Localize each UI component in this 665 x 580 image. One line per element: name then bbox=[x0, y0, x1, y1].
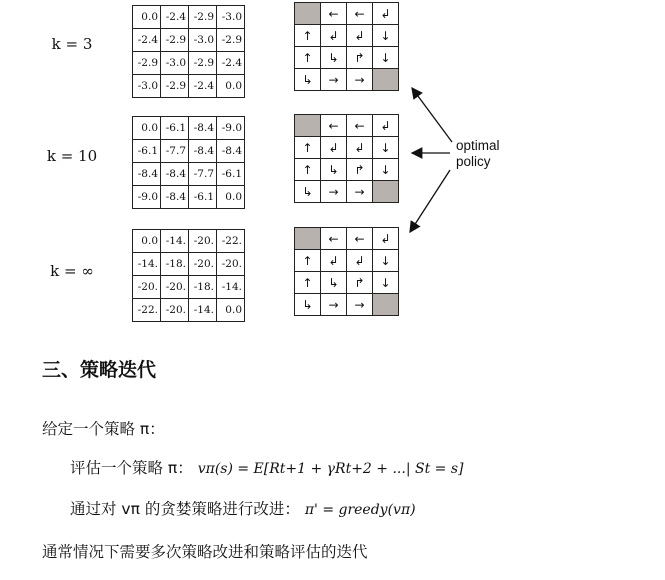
value-cell: 0.0 bbox=[217, 75, 245, 98]
value-cell: -2.9 bbox=[217, 29, 245, 52]
policy-arrow-icon: ↓ bbox=[373, 272, 399, 294]
value-cell: -20. bbox=[161, 276, 189, 299]
given-policy-line: 给定一个策略 π： bbox=[42, 420, 165, 438]
value-cell: -6.1 bbox=[133, 140, 161, 163]
evaluate-policy-line bbox=[70, 456, 463, 478]
policy-arrow-icon: ↓ bbox=[373, 25, 399, 47]
value-cell: -2.9 bbox=[161, 29, 189, 52]
value-cell: -20. bbox=[217, 253, 245, 276]
value-cell: -8.4 bbox=[133, 163, 161, 186]
policy-arrow-icon: ↳ bbox=[321, 159, 347, 181]
optimal-policy-annotation bbox=[456, 138, 500, 170]
panel-label-k3: k = 3 bbox=[51, 35, 93, 53]
policy-arrow-icon: ↑ bbox=[295, 272, 321, 294]
panel-label-k10: k = 10 bbox=[46, 147, 98, 165]
improve-policy-line bbox=[70, 497, 416, 519]
policy-arrow-icon: ↲ bbox=[321, 250, 347, 272]
policy-arrow-icon: ↱ bbox=[347, 47, 373, 69]
policy-arrow-icon: ↳ bbox=[295, 294, 321, 316]
value-cell: 0.0 bbox=[217, 299, 245, 322]
value-cell: -8.4 bbox=[189, 140, 217, 163]
iteration-note-line: 通常情况下需要多次策略改进和策略评估的迭代 bbox=[42, 543, 368, 561]
policy-arrow-icon: ↳ bbox=[321, 272, 347, 294]
policy-arrow-icon: → bbox=[321, 69, 347, 91]
value-cell: -8.4 bbox=[217, 140, 245, 163]
policy-arrow-icon: ↑ bbox=[295, 250, 321, 272]
value-cell: 0.0 bbox=[133, 117, 161, 140]
policy-arrow-icon: ↱ bbox=[347, 272, 373, 294]
bellman-expectation-formula: vπ(s) = E[Rt+1 + γRt+2 + ...| St = s] bbox=[197, 461, 464, 477]
value-cell: -22. bbox=[217, 230, 245, 253]
value-cell: -3.0 bbox=[161, 52, 189, 75]
policy-arrow-icon: ↲ bbox=[347, 137, 373, 159]
value-cell: -3.0 bbox=[133, 75, 161, 98]
value-cell: 0.0 bbox=[133, 6, 161, 29]
evaluate-policy-text: 评估一个策略 π： bbox=[70, 459, 193, 477]
policy-arrow-icon: ↲ bbox=[347, 25, 373, 47]
value-cell: -3.0 bbox=[217, 6, 245, 29]
policy-arrow-icon: ↓ bbox=[373, 250, 399, 272]
value-cell: -22. bbox=[133, 299, 161, 322]
policy-arrow-icon: ↲ bbox=[373, 228, 399, 250]
panel-label-kinf: k = ∞ bbox=[50, 262, 94, 280]
value-cell: -18. bbox=[189, 276, 217, 299]
policy-arrow-icon: ↲ bbox=[321, 25, 347, 47]
value-cell: -2.4 bbox=[217, 52, 245, 75]
annotation-line-1: optimal bbox=[456, 138, 500, 153]
value-cell: -2.9 bbox=[161, 75, 189, 98]
policy-arrow-icon: ← bbox=[347, 228, 373, 250]
policy-arrow-icon: ↲ bbox=[321, 137, 347, 159]
arrow-to-kinf-policy bbox=[410, 170, 450, 232]
policy-arrow-icon: ↳ bbox=[321, 47, 347, 69]
policy-arrow-icon: ↲ bbox=[373, 115, 399, 137]
policy-arrow-icon: ↱ bbox=[347, 159, 373, 181]
improve-policy-text: 通过对 vπ 的贪婪策略进行改进： bbox=[70, 500, 300, 518]
value-cell: -2.4 bbox=[189, 75, 217, 98]
value-cell: -9.0 bbox=[133, 186, 161, 209]
value-cell: -2.9 bbox=[189, 52, 217, 75]
policy-arrow-icon: ↓ bbox=[373, 159, 399, 181]
value-cell: -6.1 bbox=[217, 163, 245, 186]
arrow-to-k3-policy bbox=[412, 88, 452, 142]
policy-arrow-icon: ↑ bbox=[295, 137, 321, 159]
policy-arrow-icon: → bbox=[347, 69, 373, 91]
value-cell: -2.4 bbox=[133, 29, 161, 52]
policy-arrow-icon: ↳ bbox=[295, 69, 321, 91]
value-cell: -20. bbox=[161, 299, 189, 322]
policy-arrow-icon: ↳ bbox=[295, 181, 321, 203]
policy-arrow-icon: ↓ bbox=[373, 47, 399, 69]
value-cell: -8.4 bbox=[189, 117, 217, 140]
value-cell: 0.0 bbox=[217, 186, 245, 209]
value-cell: -6.1 bbox=[161, 117, 189, 140]
value-cell: -8.4 bbox=[161, 163, 189, 186]
value-cell: -14. bbox=[161, 230, 189, 253]
policy-arrow-icon: ↑ bbox=[295, 159, 321, 181]
value-cell: -2.9 bbox=[189, 6, 217, 29]
value-cell: -20. bbox=[133, 276, 161, 299]
value-cell: -2.9 bbox=[133, 52, 161, 75]
policy-arrow-icon: ↓ bbox=[373, 137, 399, 159]
policy-arrow-icon: → bbox=[321, 181, 347, 203]
value-cell: -7.7 bbox=[189, 163, 217, 186]
value-cell: -14. bbox=[189, 299, 217, 322]
policy-arrow-icon: ↲ bbox=[373, 3, 399, 25]
value-cell: -20. bbox=[189, 230, 217, 253]
policy-arrow-icon: ↑ bbox=[295, 25, 321, 47]
value-cell: -9.0 bbox=[217, 117, 245, 140]
section-title: 三、策略迭代 bbox=[42, 359, 157, 381]
value-cell: -3.0 bbox=[189, 29, 217, 52]
value-cell: 0.0 bbox=[133, 230, 161, 253]
value-cell: -14. bbox=[217, 276, 245, 299]
policy-arrow-icon: ← bbox=[347, 3, 373, 25]
policy-arrow-icon: → bbox=[347, 181, 373, 203]
value-cell: -18. bbox=[161, 253, 189, 276]
policy-arrow-icon: ← bbox=[321, 3, 347, 25]
policy-arrow-icon: ← bbox=[321, 228, 347, 250]
policy-arrow-icon: → bbox=[347, 294, 373, 316]
value-cell: -6.1 bbox=[189, 186, 217, 209]
value-cell: -20. bbox=[189, 253, 217, 276]
greedy-formula: π' = greedy(vπ) bbox=[304, 502, 416, 518]
value-cell: -7.7 bbox=[161, 140, 189, 163]
value-cell: -14. bbox=[133, 253, 161, 276]
policy-arrow-icon: ← bbox=[321, 115, 347, 137]
annotation-line-2: policy bbox=[456, 154, 491, 169]
policy-arrow-icon: → bbox=[321, 294, 347, 316]
policy-arrow-icon: ↑ bbox=[295, 47, 321, 69]
policy-arrow-icon: ← bbox=[347, 115, 373, 137]
value-cell: -8.4 bbox=[161, 186, 189, 209]
policy-arrow-icon: ↲ bbox=[347, 250, 373, 272]
value-cell: -2.4 bbox=[161, 6, 189, 29]
